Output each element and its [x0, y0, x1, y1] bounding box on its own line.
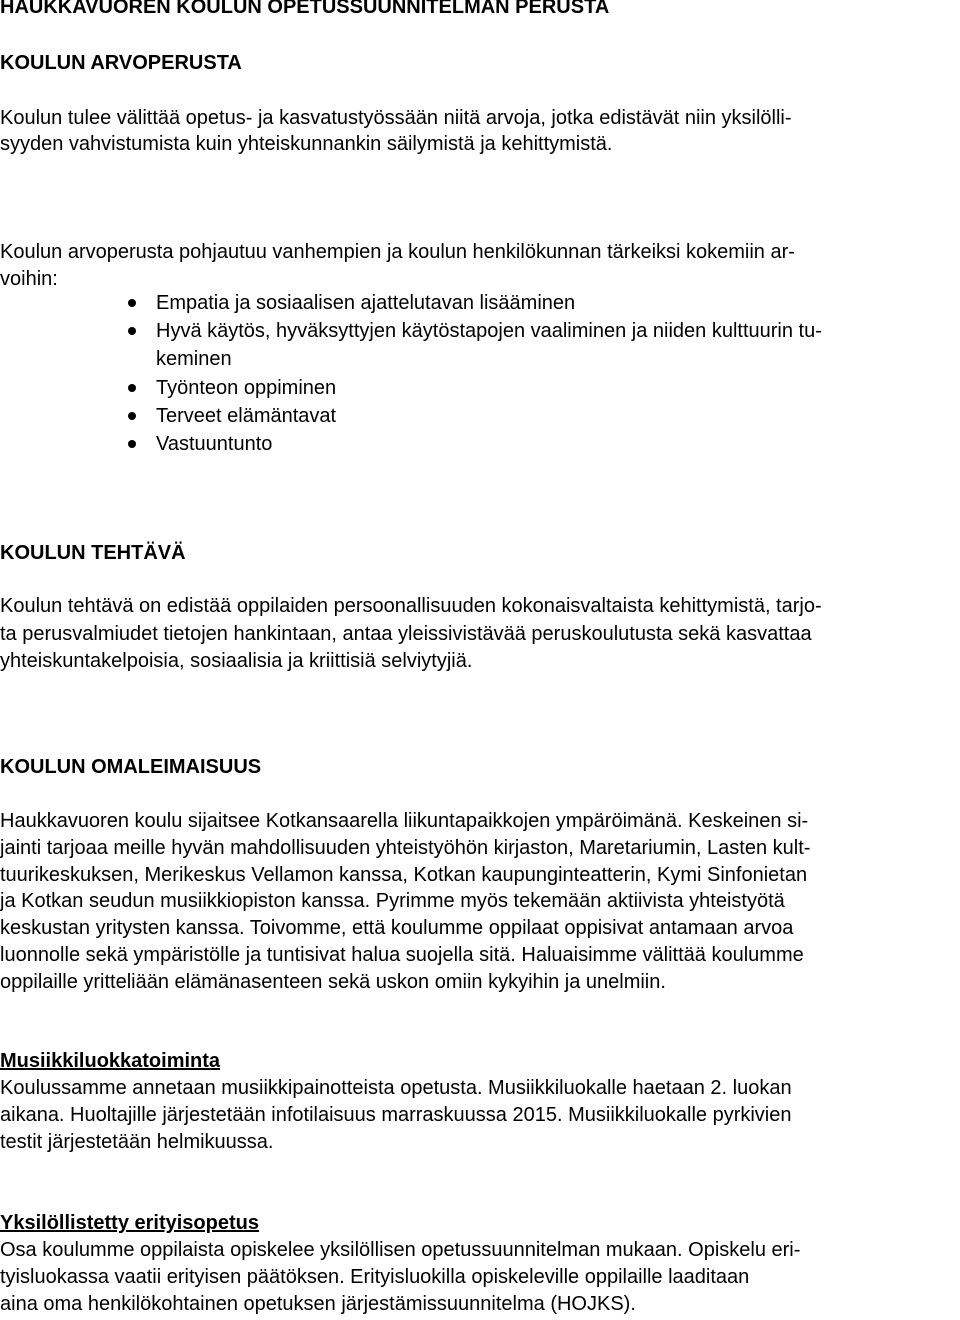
- paragraph-line: Koulun arvoperusta pohjautuu vanhempien ja koulun henkilökunnan tärkeiksi kokemiin ar-: [0, 241, 795, 263]
- section-heading-tehtava: KOULUN TEHTÄVÄ: [0, 542, 186, 564]
- paragraph-line: aina oma henkilökohtainen opetuksen järjestämissuunnitelma (HOJKS).: [0, 1293, 636, 1315]
- bullet-icon: [128, 327, 136, 335]
- paragraph-line: Haukkavuoren koulu sijaitsee Kotkansaarella liikuntapaikkojen ympäröimänä. Keskeinen si-: [0, 810, 809, 832]
- paragraph-line: jainti tarjoaa meille hyvän mahdollisuuden yhteistyöhön kirjaston, Maretariumin, Lasten kult-: [0, 837, 811, 859]
- list-item: [0, 290, 960, 318]
- paragraph-line: Osa koulumme oppilaista opiskelee yksilöllisen opetussuunnitelman mukaan. Opiskelu eri-: [0, 1239, 801, 1261]
- paragraph-line: oppilaille yritteliään elämänasenteen sekä uskon omiin kykyihin ja unelmiin.: [0, 971, 666, 993]
- bullet-icon: [128, 384, 136, 392]
- paragraph-line: ta perusvalmiudet tietojen hankintaan, antaa yleissivistävää peruskoulutusta sekä kasvattaa: [0, 623, 812, 645]
- paragraph-line: voihin:: [0, 268, 58, 290]
- bullet-icon: [128, 440, 136, 448]
- list-item-label: keminen: [156, 348, 232, 370]
- document-title: HAUKKAVUOREN KOULUN OPETUSSUUNNITELMAN PERUSTA: [0, 0, 610, 18]
- list-item-label: Työnteon oppiminen: [156, 377, 337, 399]
- list-item: [0, 375, 960, 403]
- paragraph-line: Koulun tulee välittää opetus- ja kasvatustyössään niitä arvoja, jotka edistävät niin yksilölli-: [0, 107, 792, 129]
- paragraph-line: tuurikeskuksen, Merikeskus Vellamon kanssa, Kotkan kaupunginteatterin, Kymi Sinfonietan: [0, 864, 808, 886]
- paragraph-line: Koulun tehtävä on edistää oppilaiden persoonallisuuden kokonaisvaltaista kehittymistä, tarjo-: [0, 595, 822, 617]
- list-item-label: Vastuuntunto: [156, 433, 273, 455]
- paragraph-line: luonnolle sekä ympäristölle ja tuntisivat halua suojella sitä. Haluaisimme välittää koulumme: [0, 944, 804, 966]
- list-item: [0, 403, 960, 431]
- list-item-continuation: [0, 346, 960, 375]
- list-item-label: Empatia ja sosiaalisen ajattelutavan lisääminen: [156, 292, 576, 314]
- paragraph-line: tyisluokassa vaatii erityisen päätöksen. Erityisluokilla opiskeleville oppilaille laaditaan: [0, 1266, 750, 1288]
- paragraph-line: testit järjestetään helmikuussa.: [0, 1131, 274, 1153]
- section-heading-arvoperusta: KOULUN ARVOPERUSTA: [0, 52, 242, 74]
- paragraph-line: Koulussamme annetaan musiikkipainotteista opetusta. Musiikkiluokalle haetaan 2. luokan: [0, 1077, 792, 1099]
- paragraph-line: ja Kotkan seudun musiikkiopiston kanssa. Pyrimme myös tekemään aktiivista yhteistyötä: [0, 890, 785, 912]
- section-heading-musiikkiluokka: Musiikkiluokkatoiminta: [0, 1050, 221, 1072]
- values-list: [0, 290, 960, 459]
- list-item-label: Terveet elämäntavat: [156, 405, 337, 427]
- section-heading-erityisopetus: Yksilöllistetty erityisopetus: [0, 1212, 259, 1234]
- paragraph-line: aikana. Huoltajille järjestetään infotilaisuus marraskuussa 2015. Musiikkiluokalle pyrkivien: [0, 1104, 792, 1126]
- bullet-icon: [128, 412, 136, 420]
- list-item: [0, 431, 960, 459]
- section-heading-omaleimaisuus: KOULUN OMALEIMAISUUS: [0, 756, 262, 778]
- list-item-label: Hyvä käytös, hyväksyttyjen käytöstapojen vaaliminen ja niiden kulttuurin tu-: [156, 320, 822, 342]
- paragraph-line: yhteiskuntakelpoisia, sosiaalisia ja kriittisiä selviytyjiä.: [0, 650, 473, 672]
- list-item: [0, 318, 960, 346]
- paragraph-line: syyden vahvistumista kuin yhteiskunnankin säilymistä ja kehittymistä.: [0, 133, 613, 155]
- paragraph-line: keskustan yritysten kanssa. Toivomme, että koulumme oppilaat oppisivat antamaan arvoa: [0, 917, 794, 939]
- bullet-icon: [128, 299, 136, 307]
